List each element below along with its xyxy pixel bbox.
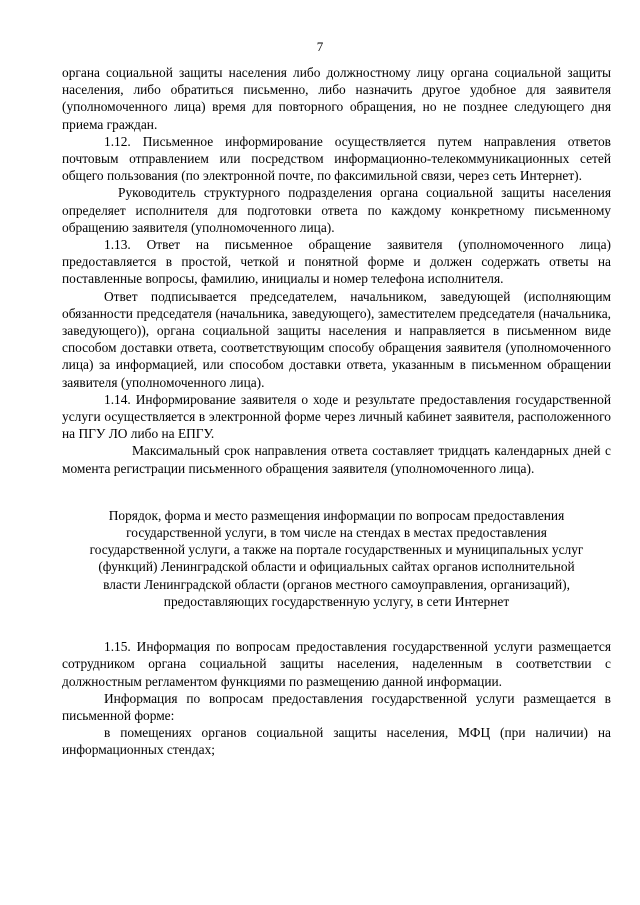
paragraph-max-term: Максимальный срок направления ответа составляет тридцать календарных дней с момента регистрации письменного обращения заявителя (уполномоченного лица). <box>62 443 611 476</box>
paragraph-info-stands: в помещениях органов социальной защиты населения, МФЦ (при наличии) на информационных стендах; <box>62 725 611 758</box>
paragraph-1-13: 1.13. Ответ на письменное обращение заявителя (уполномоченного лица) предоставляется в простой, четкой и понятной форме и должен содержать ответы на поставленные вопросы, фамилию, инициалы и номер телефона исполнителя. <box>62 237 611 287</box>
paragraph-1-15: 1.15. Информация по вопросам предоставления государственной услуги размещается сотрудником органа социальной защиты населения, наделенным в соответствии с должностным регламентом функциями по размещению данной информации. <box>62 639 611 689</box>
paragraph-continuation: органа социальной защиты населения либо должностному лицу органа социальной защиты населения, либо обратиться письменно, либо назначить другое удобное для заявителя (уполномоченного лица) время для повторного обращения, но не позднее следующего дня приема граждан. <box>62 65 611 132</box>
paragraph-answer-signing: Ответ подписывается председателем, начальником, заведующей (исполняющим обязанности председателя (начальника, заведующего), заместителем председателя (начальника, заведующего)), органа социальной защиты населения и направляется в письменном виде способом доставки ответа, соответствующим способу обращения заявителя (уполномоченного лица) за информацией, или способом доставки ответа, указанным в письменном обращении заявителя (уполномоченного лица). <box>62 288 611 390</box>
paragraph-written-form: Информация по вопросам предоставления государственной услуги размещается в письменной форме: <box>62 690 611 723</box>
paragraph-1-12: 1.12. Письменное информирование осуществляется путем направления ответов почтовым отправлением или посредством информационно-телекоммуникационных сетей общего пользования (по электронной почте, по факсимильной связи, через сеть Интернет). <box>62 133 611 184</box>
page-number: 7 <box>316 39 324 54</box>
paragraph-1-14: 1.14. Информирование заявителя о ходе и результате предоставления государственной услуги осуществляется в электронной форме через личный кабинет заявителя, расположенного на ПГУ ЛО либо на ЕПГУ. <box>62 391 611 442</box>
section-heading: Порядок, форма и место размещения информации по вопросам предоставления государственной услуги, в том числе на стендах в местах предоставления государственной услуги, а также на портале государственных и муниципальных услуг (функций) Ленинградской области и официальных сайтах органов исполнительной власти Ленинградской области (органов местного самоуправления, организаций), предоставляющих государственную услугу, в сети Интернет <box>89 507 584 609</box>
paragraph-executor: Руководитель структурного подразделения органа социальной защиты населения определяет исполнителя для подготовки ответа по каждому конкретному письменному обращению заявителя (уполномоченного лица). <box>62 185 611 235</box>
document-body <box>62 64 611 759</box>
